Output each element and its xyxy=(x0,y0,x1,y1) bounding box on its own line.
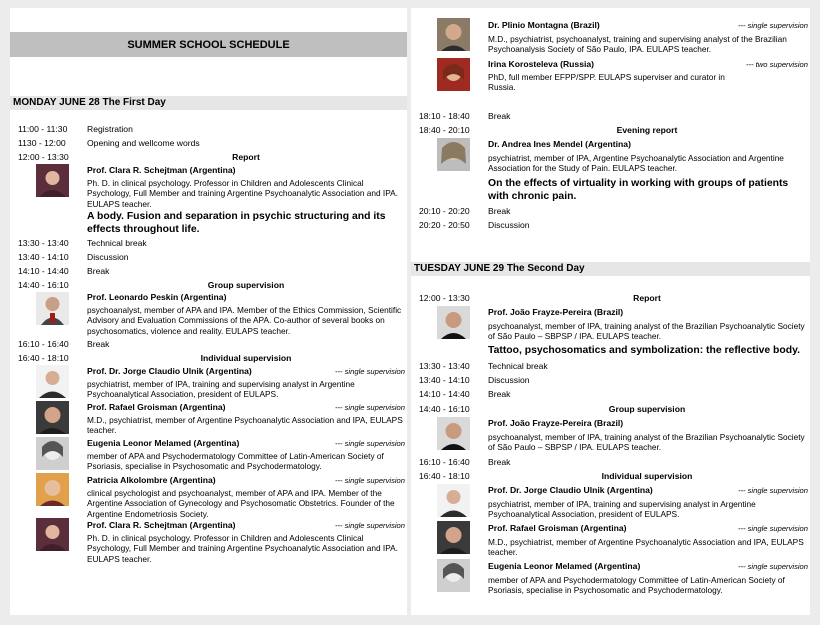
speaker-name: Prof. Leonardo Peskin (Argentina) xyxy=(87,292,227,302)
speaker-photo xyxy=(36,164,69,197)
speaker-name: Prof. Clara R. Schejtman (Argentina) xyxy=(87,165,236,175)
time-slot: 13:30 - 13:40 xyxy=(18,238,69,248)
speaker-name: Prof. Dr. Jorge Claudio Ulnik (Argentina) xyxy=(87,366,252,376)
supervision-type: --- single supervision xyxy=(737,562,808,571)
session-label: Discussion xyxy=(488,220,530,230)
time-slot: 14:10 - 14:40 xyxy=(419,389,470,399)
section-title: Group supervision xyxy=(608,404,686,414)
speaker-photo xyxy=(36,437,69,470)
speaker-bio: psychoanalyst, member of APA and IPA. Member of the Ethics Commission, Scientific Advisory and Evaluation Commissions of the APA. Co-author of several books on psychosomatics, violence and reality. EULAPS teacher. xyxy=(87,305,402,336)
session-label: Break xyxy=(87,266,110,276)
session-label: Discussion xyxy=(488,375,530,385)
speaker-name: Patricia Alkolombre (Argentina) xyxy=(87,475,216,485)
speaker-photo xyxy=(36,401,69,434)
speaker-bio: M.D., psychiatrist, member of Argentine Psychoanalytic Association and IPA, EULAPS teacher. xyxy=(488,537,804,558)
speaker-name: Prof. Rafael Groisman (Argentina) xyxy=(87,402,226,412)
speaker-bio: psychoanalyst, member of IPA, training analyst of the Brazilian Psychoanalytic Society of São Paulo – SBPSP / IPA. EULAPS teacher. xyxy=(488,321,805,342)
section-title: Individual supervision xyxy=(601,471,693,481)
session-label: Opening and wellcome words xyxy=(87,138,200,148)
supervision-type: --- single supervision xyxy=(334,439,405,448)
speaker-photo xyxy=(437,417,470,450)
time-slot: 14:40 - 16:10 xyxy=(18,280,69,290)
session-label: Break xyxy=(488,206,511,216)
speaker-bio: psychiatrist, member of IPA, Argentine Psychoanalytic Association and Argentine Association for the Study of Pain. EULAPS teacher. xyxy=(488,153,784,174)
speaker-bio: M.D., psychiatrist, member of Argentine Psychoanalytic Association and IPA, EULAPS teacher. xyxy=(87,415,403,436)
section-title: Report xyxy=(633,293,661,303)
schedule-banner: SUMMER SCHOOL SCHEDULE xyxy=(10,32,407,57)
session-label: Discussion xyxy=(87,252,129,262)
speaker-photo xyxy=(36,292,69,325)
speaker-photo xyxy=(437,521,470,554)
supervision-type: --- single supervision xyxy=(334,521,405,530)
speaker-bio: member of APA and Psychodermatology Committee of Latin-American Society of Psoriasis, specialise in Psychosomatic and Psychodermatology. xyxy=(488,575,785,596)
speaker-bio: M.D., psychiatrist, psychoanalyst, training and supervising analyst of the Brazilian Psychoanalysis Society of São Paulo, IPA. EULAPS teacher. xyxy=(488,34,787,55)
session-label: Break xyxy=(488,457,511,467)
speaker-photo xyxy=(36,473,69,506)
speaker-name: Irina Korosteleva (Russia) xyxy=(488,59,595,69)
time-slot: 16:10 - 16:40 xyxy=(18,339,69,349)
speaker-photo xyxy=(36,518,69,551)
time-slot: 14:40 - 16:10 xyxy=(419,404,470,414)
speaker-name: Prof. Dr. Jorge Claudio Ulnik (Argentina) xyxy=(488,485,653,495)
supervision-type: --- two supervision xyxy=(745,60,808,69)
time-slot: 12:00 - 13:30 xyxy=(419,293,470,303)
speaker-name: Prof. João Frayze-Pereira (Brazil) xyxy=(488,418,624,428)
time-slot: 20:10 - 20:20 xyxy=(419,206,470,216)
speaker-name: Prof. Rafael Groisman (Argentina) xyxy=(488,523,627,533)
session-label: Break xyxy=(488,389,511,399)
supervision-type: --- single supervision xyxy=(737,486,808,495)
speaker-photo xyxy=(437,559,470,592)
talk-title: Tattoo, psychosomatics and symbolization: the reflective body. xyxy=(488,345,800,356)
speaker-bio: Ph. D. in clinical psychology. Professor in Children and Adolescents Clinical Psychology, Full Member and training Argentine Psychoanalytic Association and IPA. EULAPS teacher. xyxy=(87,178,398,209)
time-slot: 13:40 - 14:10 xyxy=(419,375,470,385)
speaker-bio: member of APA and Psychodermatology Committee of Latin-American Society of Psoriasis, specialise in Psychosomatic and Psychodermatology. xyxy=(87,451,384,472)
talk-title: A body. Fusion and separation in psychic structuring and its effects throughout life. xyxy=(87,211,386,235)
speaker-name: Dr. Plinio Montagna (Brazil) xyxy=(488,20,600,30)
day-heading-tuesday: TUESDAY JUNE 29 The Second Day xyxy=(411,262,810,276)
speaker-photo xyxy=(437,138,470,171)
session-label: Break xyxy=(488,111,511,121)
session-label: Technical break xyxy=(488,361,548,371)
section-title: Group supervision xyxy=(207,280,285,290)
speaker-name: Eugenia Leonor Melamed (Argentina) xyxy=(488,561,641,571)
speaker-name: Eugenia Leonor Melamed (Argentina) xyxy=(87,438,240,448)
speaker-photo xyxy=(36,365,69,398)
time-slot: 18:10 - 18:40 xyxy=(419,111,470,121)
session-label: Registration xyxy=(87,124,133,134)
time-slot: 14:10 - 14:40 xyxy=(18,266,69,276)
speaker-name: Prof. João Frayze-Pereira (Brazil) xyxy=(488,307,624,317)
speaker-bio: psychoanalyst, member of IPA, training analyst of the Brazilian Psychoanalytic Society of São Paulo – SBPSP / IPA. EULAPS teacher. xyxy=(488,432,805,453)
time-slot: 13:40 - 14:10 xyxy=(18,252,69,262)
speaker-name: Dr. Andrea Ines Mendel (Argentina) xyxy=(488,139,631,149)
time-slot: 12:00 - 13:30 xyxy=(18,152,69,162)
time-slot: 11:00 - 11:30 xyxy=(18,124,68,134)
time-slot: 1130 - 12:00 xyxy=(18,138,66,148)
talk-title: On the effects of virtuality in working with groups of patients with chronic pain. xyxy=(488,178,789,202)
day-heading-monday: MONDAY JUNE 28 The First Day xyxy=(10,96,407,110)
supervision-type: --- single supervision xyxy=(334,476,405,485)
speaker-photo xyxy=(437,484,470,517)
supervision-type: --- single supervision xyxy=(334,403,405,412)
schedule-page-right xyxy=(411,8,810,615)
speaker-name: Prof. Clara R. Schejtman (Argentina) xyxy=(87,520,236,530)
section-title: Individual supervision xyxy=(200,353,292,363)
speaker-bio: Ph. D. in clinical psychology. Professor in Children and Adolescents Clinical Psychology, Full Member and training Argentine Psychoanalytic Association and IPA. EULAPS teacher. xyxy=(87,533,398,564)
supervision-type: --- single supervision xyxy=(737,21,808,30)
time-slot: 16:40 - 18:10 xyxy=(18,353,69,363)
speaker-bio: clinical psychologist and psychoanalyst, member of APA and IPA. Member of the Argentine Association of Gynecology and Psychosomatic Obstetrics. Founder of the Argentine Endometriosis Society. xyxy=(87,488,395,519)
supervision-type: --- single supervision xyxy=(334,367,405,376)
speaker-photo xyxy=(437,306,470,339)
time-slot: 16:10 - 16:40 xyxy=(419,457,470,467)
time-slot: 13:30 - 13:40 xyxy=(419,361,470,371)
time-slot: 20:20 - 20:50 xyxy=(419,220,470,230)
time-slot: 16:40 - 18:10 xyxy=(419,471,470,481)
section-title: Evening report xyxy=(616,125,678,135)
time-slot: 18:40 - 20:10 xyxy=(419,125,470,135)
session-label: Break xyxy=(87,339,110,349)
speaker-bio: psychiatrist, member of IPA, training and supervising analyst in Argentine Psychoanalytical Association, president of EULAPS. xyxy=(87,379,355,400)
session-label: Technical break xyxy=(87,238,147,248)
speaker-bio: psychiatrist, member of IPA, training and supervising analyst in Argentine Psychoanalytical Association, president of EULAPS. xyxy=(488,499,756,520)
schedule-page-left xyxy=(10,8,407,615)
speaker-bio: PhD, full member EFPP/SPP. EULAPS superviser and curator in Russia. xyxy=(488,72,725,93)
supervision-type: --- single supervision xyxy=(737,524,808,533)
speaker-photo xyxy=(437,58,470,91)
section-title: Report xyxy=(232,152,260,162)
speaker-photo xyxy=(437,18,470,51)
